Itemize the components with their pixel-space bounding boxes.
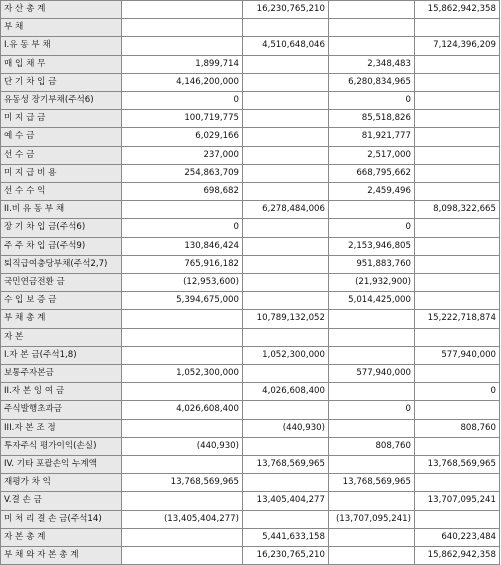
amount-cell (122, 456, 243, 474)
amount-cell: 6,029,166 (122, 128, 243, 146)
amount-cell (122, 419, 243, 437)
table-row (1, 19, 500, 37)
amount-cell: 13,707,095,241 (415, 492, 500, 510)
amount-cell (243, 73, 329, 91)
amount-cell: 13,405,404,277 (243, 492, 329, 510)
amount-cell (243, 146, 329, 164)
account-label: 단 기 차 입 금 (1, 73, 122, 91)
amount-cell (415, 110, 500, 128)
amount-cell: 808,760 (329, 437, 415, 455)
amount-cell (415, 274, 500, 292)
account-label: 부 채 와 자 본 총 계 (1, 547, 122, 565)
account-label: 보통주자본금 (1, 365, 122, 383)
amount-cell: 6,278,484,006 (243, 201, 329, 219)
amount-cell (329, 492, 415, 510)
balance-sheet-body (1, 1, 500, 565)
table-row (1, 183, 500, 201)
amount-cell: (440,930) (243, 419, 329, 437)
account-label: 유동성 장기부채(주석6) (1, 92, 122, 110)
amount-cell: 0 (329, 219, 415, 237)
amount-cell (415, 437, 500, 455)
amount-cell (122, 346, 243, 364)
amount-cell (122, 547, 243, 565)
amount-cell (329, 528, 415, 546)
amount-cell (243, 274, 329, 292)
amount-cell: (13,707,095,241) (329, 510, 415, 528)
amount-cell (415, 474, 500, 492)
amount-cell (415, 55, 500, 73)
amount-cell (329, 201, 415, 219)
table-row (1, 274, 500, 292)
amount-cell (122, 1, 243, 19)
amount-cell: 16,230,765,210 (243, 547, 329, 565)
amount-cell (415, 219, 500, 237)
account-label: 주식발행초과금 (1, 401, 122, 419)
amount-cell: 16,230,765,210 (243, 1, 329, 19)
table-row (1, 328, 500, 346)
amount-cell (329, 1, 415, 19)
amount-cell: 5,441,633,158 (243, 528, 329, 546)
amount-cell: 765,916,182 (122, 255, 243, 273)
amount-cell (122, 492, 243, 510)
amount-cell (329, 328, 415, 346)
table-row (1, 456, 500, 474)
amount-cell (415, 292, 500, 310)
account-label: IV. 기타 포괄손익 누계액 (1, 456, 122, 474)
table-row (1, 110, 500, 128)
amount-cell (122, 328, 243, 346)
amount-cell (243, 92, 329, 110)
account-label: 부 채 총 계 (1, 310, 122, 328)
amount-cell (329, 37, 415, 55)
table-row (1, 92, 500, 110)
amount-cell (329, 19, 415, 37)
table-row (1, 528, 500, 546)
amount-cell (243, 110, 329, 128)
amount-cell (415, 146, 500, 164)
account-label: 주 주 차 입 금(주석9) (1, 237, 122, 255)
amount-cell (243, 255, 329, 273)
table-row (1, 55, 500, 73)
amount-cell: 5,014,425,000 (329, 292, 415, 310)
table-row (1, 146, 500, 164)
amount-cell (415, 183, 500, 201)
amount-cell (415, 255, 500, 273)
amount-cell (243, 292, 329, 310)
amount-cell (243, 219, 329, 237)
amount-cell (415, 237, 500, 255)
amount-cell (329, 310, 415, 328)
amount-cell (415, 19, 500, 37)
account-label: 자 본 총 계 (1, 528, 122, 546)
amount-cell: 100,719,775 (122, 110, 243, 128)
table-row (1, 255, 500, 273)
table-row (1, 237, 500, 255)
amount-cell: (440,930) (122, 437, 243, 455)
amount-cell (415, 510, 500, 528)
amount-cell (243, 164, 329, 182)
table-row (1, 219, 500, 237)
amount-cell: 4,146,200,000 (122, 73, 243, 91)
amount-cell: 10,789,132,052 (243, 310, 329, 328)
amount-cell (415, 164, 500, 182)
amount-cell: 1,899,714 (122, 55, 243, 73)
account-label: 미 지 급 금 (1, 110, 122, 128)
amount-cell (329, 383, 415, 401)
account-label: 투자주식 평가이익(손실) (1, 437, 122, 455)
table-row (1, 73, 500, 91)
amount-cell: 640,223,484 (415, 528, 500, 546)
amount-cell: 237,000 (122, 146, 243, 164)
amount-cell (243, 328, 329, 346)
table-row (1, 492, 500, 510)
amount-cell (243, 183, 329, 201)
table-row (1, 346, 500, 364)
amount-cell: 2,153,946,805 (329, 237, 415, 255)
amount-cell (415, 328, 500, 346)
amount-cell (243, 474, 329, 492)
amount-cell (415, 128, 500, 146)
amount-cell: 8,098,322,665 (415, 201, 500, 219)
amount-cell (122, 383, 243, 401)
amount-cell: 130,846,424 (122, 237, 243, 255)
amount-cell (122, 19, 243, 37)
account-label: I.자 본 금(주석1,8) (1, 346, 122, 364)
amount-cell: 698,682 (122, 183, 243, 201)
amount-cell: 2,517,000 (329, 146, 415, 164)
amount-cell (243, 55, 329, 73)
amount-cell: 4,026,608,400 (122, 401, 243, 419)
account-label: 선 수 수 익 (1, 183, 122, 201)
amount-cell: 1,052,300,000 (122, 365, 243, 383)
account-label: 예 수 금 (1, 128, 122, 146)
account-label: 장 기 차 입 금(주석6) (1, 219, 122, 237)
amount-cell (122, 528, 243, 546)
amount-cell (243, 510, 329, 528)
amount-cell: 668,795,662 (329, 164, 415, 182)
amount-cell: 0 (122, 92, 243, 110)
table-row (1, 547, 500, 565)
table-row (1, 201, 500, 219)
amount-cell: 808,760 (415, 419, 500, 437)
amount-cell: (21,932,900) (329, 274, 415, 292)
table-row (1, 310, 500, 328)
account-label: 선 수 금 (1, 146, 122, 164)
amount-cell (243, 237, 329, 255)
amount-cell: 13,768,569,965 (329, 474, 415, 492)
amount-cell: (12,953,600) (122, 274, 243, 292)
account-label: 재평가 차 익 (1, 474, 122, 492)
table-row (1, 292, 500, 310)
table-row (1, 164, 500, 182)
amount-cell: 15,862,942,358 (415, 547, 500, 565)
amount-cell (243, 365, 329, 383)
amount-cell: 13,768,569,965 (243, 456, 329, 474)
amount-cell (122, 37, 243, 55)
amount-cell (415, 365, 500, 383)
account-label: 미 처 리 결 손 금(주석14) (1, 510, 122, 528)
amount-cell: 0 (415, 383, 500, 401)
amount-cell: 254,863,709 (122, 164, 243, 182)
amount-cell: 15,222,718,874 (415, 310, 500, 328)
amount-cell: 85,518,826 (329, 110, 415, 128)
amount-cell: (13,405,404,277) (122, 510, 243, 528)
table-row (1, 437, 500, 455)
table-row (1, 1, 500, 19)
amount-cell (122, 201, 243, 219)
account-label: 수 입 보 증 금 (1, 292, 122, 310)
amount-cell (329, 419, 415, 437)
amount-cell: 2,459,496 (329, 183, 415, 201)
amount-cell: 5,394,675,000 (122, 292, 243, 310)
account-label: 매 입 채 무 (1, 55, 122, 73)
table-row (1, 474, 500, 492)
table-row (1, 383, 500, 401)
table-row (1, 365, 500, 383)
table-row (1, 37, 500, 55)
amount-cell: 2,348,483 (329, 55, 415, 73)
account-label: V.결 손 금 (1, 492, 122, 510)
account-label: II.자 본 잉 여 금 (1, 383, 122, 401)
amount-cell: 81,921,777 (329, 128, 415, 146)
amount-cell: 6,280,834,965 (329, 73, 415, 91)
account-label: I.유 동 부 채 (1, 37, 122, 55)
amount-cell (243, 128, 329, 146)
amount-cell: 4,510,648,046 (243, 37, 329, 55)
table-row (1, 128, 500, 146)
table-row (1, 401, 500, 419)
amount-cell (329, 547, 415, 565)
account-label: II.비 유 동 부 채 (1, 201, 122, 219)
table-row (1, 510, 500, 528)
table-row (1, 419, 500, 437)
account-label: 퇴직급여충당부채(주석2,7) (1, 255, 122, 273)
amount-cell: 15,862,942,358 (415, 1, 500, 19)
account-label: 자 본 (1, 328, 122, 346)
amount-cell (415, 92, 500, 110)
amount-cell: 951,883,760 (329, 255, 415, 273)
amount-cell (415, 73, 500, 91)
amount-cell: 4,026,608,400 (243, 383, 329, 401)
amount-cell (329, 346, 415, 364)
account-label: III.자 본 조 정 (1, 419, 122, 437)
amount-cell: 13,768,569,965 (122, 474, 243, 492)
amount-cell (415, 401, 500, 419)
account-label: 부 채 (1, 19, 122, 37)
amount-cell: 0 (122, 219, 243, 237)
amount-cell: 577,940,000 (415, 346, 500, 364)
amount-cell: 7,124,396,209 (415, 37, 500, 55)
amount-cell: 13,768,569,965 (415, 456, 500, 474)
amount-cell: 0 (329, 401, 415, 419)
amount-cell: 0 (329, 92, 415, 110)
amount-cell (243, 401, 329, 419)
amount-cell (122, 310, 243, 328)
account-label: 자 산 총 계 (1, 1, 122, 19)
amount-cell (243, 437, 329, 455)
amount-cell: 577,940,000 (329, 365, 415, 383)
amount-cell: 1,052,300,000 (243, 346, 329, 364)
account-label: 미 지 급 비 용 (1, 164, 122, 182)
amount-cell (243, 19, 329, 37)
amount-cell (329, 456, 415, 474)
account-label: 국민연금전환 금 (1, 274, 122, 292)
